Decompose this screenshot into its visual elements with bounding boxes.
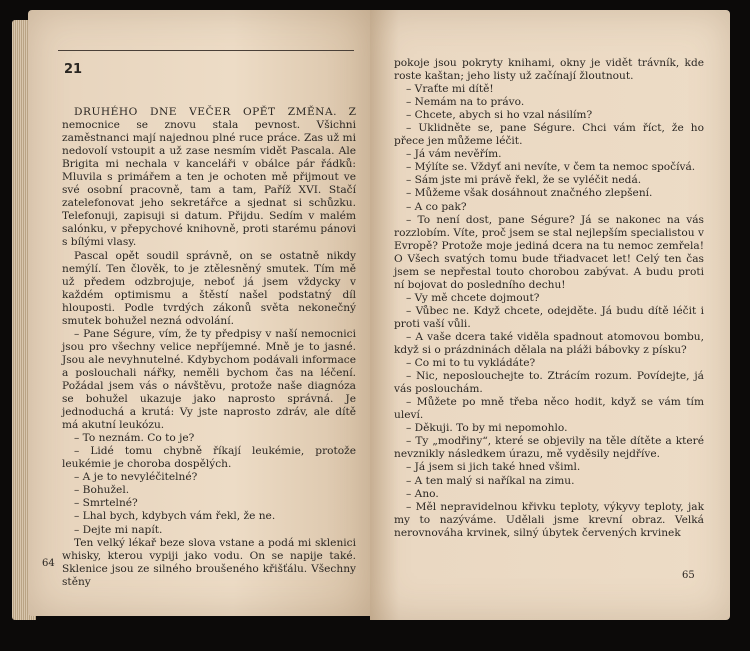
paragraph-text: – To neznám. Co to je?: [74, 432, 195, 445]
paragraph: [394, 214, 704, 292]
paragraph: [62, 328, 356, 432]
left-page: [28, 10, 370, 616]
paragraph-text: – A je to nevyléčitelné?: [74, 471, 198, 484]
paragraph-text: – Já jsem si jich také hned všiml.: [406, 461, 581, 474]
paragraph-text: – Uklidněte se, pane Ségure. Chci vám říct, že ho přece jen můžeme léčit.: [394, 122, 704, 148]
paragraph-text: – A ten malý si naříkal na zimu.: [406, 474, 575, 487]
paragraph: [62, 106, 356, 250]
paragraph-text: – To není dost, pane Ségure? Já se nakonec na vás rozzlobím. Víte, proč jsem se stal nejlepším specialistou v Evropě? Protože moje jediná dcera na tu nemoc zemřela! O Všech svatých tomu bude třiadvacet let! Celý ten čas jsem se nepřestal touto chorobou zabývat. A budu proti ní bojovat do posledního dechu!: [394, 213, 704, 291]
paragraph-text: – Ano.: [406, 487, 439, 500]
paragraph-text: – Ty „modřiny“, které se objevily na těle dítěte a které nevznikly následkem úrazu, mě vyděsily nejdříve.: [394, 435, 704, 461]
paragraph-text: – Pane Ségure, vím, že ty předpisy v naší nemocnici jsou pro všechny velice nepříjemné. Mně je to jasné. Jsou ale nevyhnutelné. Kdybychom podávali informace a poslouchali nářky, neměli bychom čas na léčení. Požádal jsem vás o návštěvu, protože naše diagnóza se bohužel ukazuje jako naprosto správná. Je jednoduchá a krutá: Vy jste naprosto zdráv, ale dítě má akutní leukózu.: [62, 327, 356, 432]
chapter-rule: [58, 50, 354, 51]
paragraph: [62, 524, 356, 537]
paragraph-text: – A vaše dcera také viděla spadnout atomovou bombu, když si o prázdninách dělala na pláži bábovky z písku?: [394, 330, 704, 357]
paragraph-text: – Můžete po mně třeba něco hodit, když se vám tím uleví.: [394, 396, 704, 422]
paragraph-text: Z nemocnice se znovu stala pevnost. Všichni zaměstnanci mají najednou plné ruce práce. Zas už mi nedovolí vstoupit a už zase nesmím vidět Pascala. Ale Brigita mi nechala v kanceláři v obálce pár řádků: Mluvila s primářem a ten je ochoten mě přijmout ve své osobní pracovně, tam a tam, Paříž XVI. Stačí zatelefonovat jeho sekretářce a sjednat si schůzku. Telefonuji, zapisuji si datum. Přijdu. Sedím v malém salónku, v přepychové knihovně, proti starému pánovi s bílými vlasy.: [62, 106, 356, 249]
paragraph: [394, 161, 704, 174]
paragraph: [62, 471, 356, 484]
paragraph: [394, 148, 704, 161]
paragraph: [394, 475, 704, 488]
paragraph-text: – Sám jste mi právě řekl, že se vyléčit nedá.: [406, 174, 642, 187]
paragraph-text: – Mýlíte se. Vždyť ani nevíte, v čem ta nemoc spočívá.: [406, 161, 696, 174]
paragraph: [394, 96, 704, 109]
paragraph: [394, 292, 704, 305]
paragraph-text: – Měl nepravidelnou křivku teploty, výkyvy teploty, jak my to nazýváme. Udělali jsme krevní obraz. Velká nerovnováha krvinek, silný úbytek červených krvinek: [394, 500, 704, 539]
left-page-text: [62, 106, 356, 589]
paragraph: [394, 488, 704, 501]
paragraph: [394, 422, 704, 435]
paragraph-text: – Lhal bych, kdybych vám řekl, že ne.: [74, 510, 276, 523]
paragraph: [62, 432, 356, 445]
paragraph: [394, 174, 704, 187]
paragraph: [394, 57, 704, 83]
paragraph-text: – Vraťte mi dítě!: [406, 83, 494, 96]
paragraph-text: – Vy mě chcete dojmout?: [406, 291, 540, 304]
paragraph: [62, 497, 356, 510]
page-number-right: 65: [682, 570, 695, 581]
paragraph: [394, 370, 704, 396]
paragraph-text: Ten velký lékař beze slova vstane a podá mi sklenici whisky, kterou vypiji jako vodu. On se napije také. Sklenice jsou ze silného broušeného křišťálu. Všechny stěny: [62, 536, 356, 588]
paragraph-text: – Můžeme však dosáhnout značného zlepšení.: [406, 187, 653, 200]
paragraph: [394, 201, 704, 214]
paragraph: [394, 122, 704, 148]
paragraph: [394, 357, 704, 370]
paragraph-text: – Chcete, abych si ho vzal násilím?: [406, 109, 593, 122]
paragraph-text: – Nemám na to právo.: [406, 96, 525, 109]
paragraph: [394, 83, 704, 96]
paragraph-text: – Smrtelné?: [74, 497, 138, 510]
paragraph: [62, 537, 356, 589]
paragraph-text: – Co mi to tu vykládáte?: [406, 357, 536, 370]
page-number-left: 64: [42, 558, 55, 569]
chapter-opening-words: DRUHÉHO DNE VEČER OPĚT ZMĚNA.: [74, 106, 337, 118]
paragraph: [62, 510, 356, 523]
paragraph-text: – Já vám nevěřím.: [406, 148, 502, 161]
paragraph-text: – Nic, neposlouchejte to. Ztrácím rozum. Povídejte, já vás poslouchám.: [394, 370, 704, 396]
paragraph-text: – Bohužel.: [74, 484, 130, 497]
paragraph-text: – Lidé tomu chybně říkají leukémie, protože leukémie je choroba dospělých.: [62, 445, 356, 471]
paragraph: [62, 445, 356, 471]
paragraph: [394, 396, 704, 422]
paragraph-text: Pascal opět soudil správně, on se ostatně nikdy nemýlí. Ten člověk, to je ztělesněný smutek. Tím mě už předem odzbrojuje, neboť já jsem vždycky v každém optimismu a štěstí našel podstatný díl hlouposti. Podle tvrdých zákonů světa nekonečný smutek bohužel nezná odvolání.: [62, 249, 356, 327]
paragraph-text: – A co pak?: [406, 200, 467, 213]
open-book: [6, 4, 742, 645]
paragraph: [62, 250, 356, 328]
paragraph: [394, 501, 704, 540]
paragraph: [394, 109, 704, 122]
paragraph-text: – Dejte mi napít.: [74, 523, 163, 536]
paragraph: [62, 484, 356, 497]
paragraph: [394, 187, 704, 200]
paragraph: [394, 331, 704, 357]
paragraph: [394, 435, 704, 461]
right-page: [370, 10, 730, 620]
right-page-text: [394, 57, 704, 540]
paragraph: [394, 461, 704, 474]
paragraph-text: – Vůbec ne. Když chcete, odejděte. Já budu dítě léčit i proti vaší vůli.: [394, 304, 704, 330]
paragraph: [394, 305, 704, 331]
chapter-number: 21: [64, 62, 83, 77]
paragraph-text: – Děkuji. To by mi nepomohlo.: [406, 422, 568, 435]
paragraph-text: pokoje jsou pokryty knihami, okny je vidět trávník, kde roste kaštan; jeho listy už začínají žloutnout.: [394, 57, 704, 83]
